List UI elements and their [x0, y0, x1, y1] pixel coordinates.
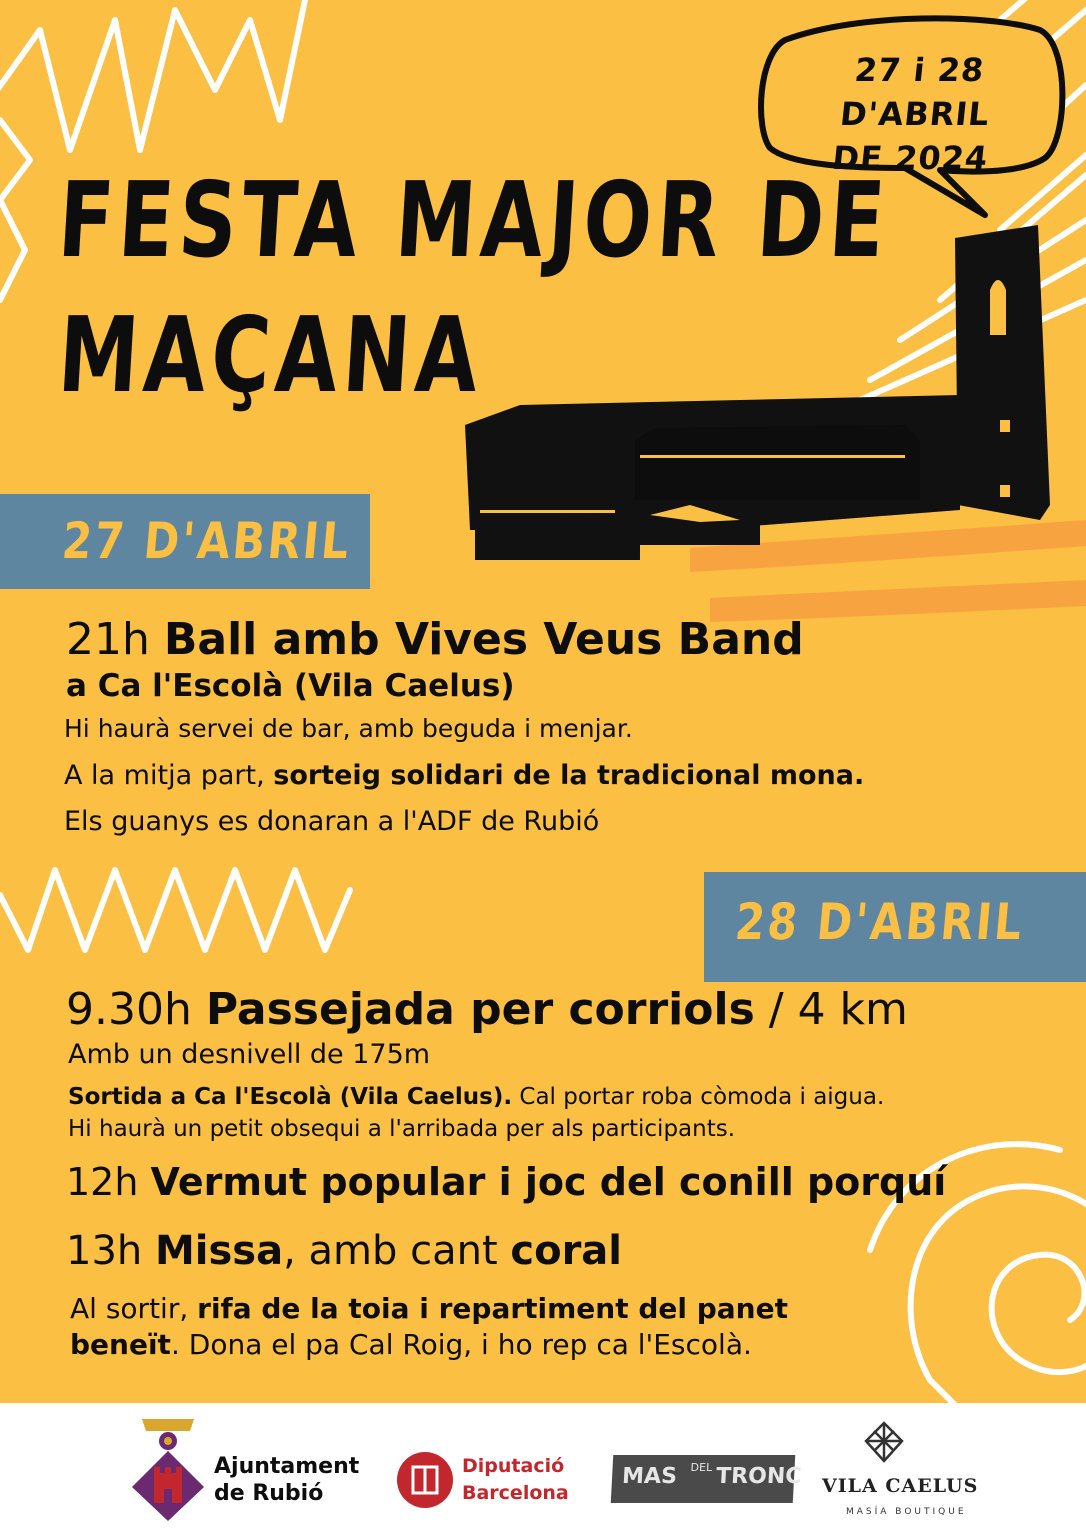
diputacio-line-1: Diputació [462, 1455, 565, 1477]
day1-activity: Ball amb Vives Veus Band [163, 614, 804, 665]
diputacio-line-2: Barcelona [462, 1482, 569, 1504]
day1-raffle-prefix: A la mitja part, [64, 760, 265, 791]
day2-walk-time: 9.30h [66, 984, 192, 1035]
vila-caelus-emblem-icon [862, 1419, 906, 1467]
event-dates-line-2: DE 2024 [830, 139, 991, 177]
day1-label: 27 D'ABRIL [59, 512, 354, 570]
day1-place: a Ca l'Escolà (Vila Caelus) [66, 668, 515, 704]
ajuntament-crest-icon [128, 1415, 208, 1521]
mas-del-tronc-logo [611, 1455, 803, 1503]
vila-caelus-name: VILA CAELUS [822, 1475, 979, 1497]
day2-after-prefix: Al sortir, [70, 1292, 189, 1325]
day2-mass-line [66, 1228, 622, 1274]
day2-vermut-name: Vermut popular i joc del conill porquí [150, 1160, 947, 1204]
day2-label: 28 D'ABRIL [732, 893, 1027, 951]
day2-mass-mid: , amb cant [283, 1228, 498, 1274]
event-title-line-2: MAÇANA [55, 294, 487, 416]
day2-walk-distance: / 4 km [768, 984, 908, 1035]
day2-walk-start [68, 1084, 884, 1110]
day2-vermut-line [66, 1160, 946, 1204]
ajuntament-line-2: de Rubió [214, 1481, 324, 1506]
day1-proceeds: Els guanys es donaran a l'ADF de Rubió [64, 806, 600, 837]
diputacio-logo-text [462, 1453, 569, 1507]
day1-time: 21h [66, 614, 150, 665]
day1-raffle [64, 760, 864, 791]
day2-walk-start-bold: Sortida a Ca l'Escolà (Vila Caelus). [68, 1084, 513, 1110]
mas-del-tronc-word-1: MAS [621, 1464, 678, 1489]
mas-del-tronc-word-2: DEL [690, 1461, 713, 1474]
day2-after-line-1 [70, 1292, 788, 1325]
day2-after-line-2 [70, 1328, 752, 1361]
day1-raffle-bold: sorteig solidari de la tradicional mona. [273, 760, 865, 791]
day2-walk-gift: Hi haurà un petit obsequi a l'arribada per als participants. [68, 1116, 736, 1142]
ajuntament-logo-text [214, 1453, 359, 1507]
day2-walk-line [66, 984, 908, 1035]
mas-del-tronc-word-3: TRONC [715, 1464, 803, 1489]
day2-mass-time: 13h [66, 1228, 143, 1274]
day2-after-rest: . Dona el pa Cal Roig, i ho rep ca l'Escolà. [170, 1328, 752, 1361]
zigzag-middle [0, 870, 350, 950]
diputacio-seal-icon [396, 1451, 454, 1509]
event-dates-line-1: 27 i 28 D'ABRIL [838, 51, 992, 133]
event-title-line-1: FESTA MAJOR DE [55, 159, 894, 281]
day2-mass-coral: coral [510, 1228, 622, 1274]
vila-caelus-tagline: MASÍA BOUTIQUE [846, 1507, 967, 1517]
day2-walk-name: Passejada per corriols [205, 984, 755, 1035]
sponsors-footer [0, 1403, 1086, 1536]
ajuntament-line-1: Ajuntament [214, 1454, 360, 1479]
day2-after-bold2: beneït [70, 1328, 171, 1361]
day1-note: Hi haurà servei de bar, amb beguda i menjar. [64, 714, 633, 743]
day2-after-bold: rifa de la toia i repartiment del panet [197, 1292, 788, 1325]
day2-walk-start-rest: Cal portar roba còmoda i aigua. [519, 1084, 885, 1110]
day2-walk-elevation: Amb un desnivell de 175m [68, 1039, 431, 1070]
day2-mass-bold: Missa [154, 1228, 284, 1274]
day1-activity-line [66, 614, 804, 665]
day2-vermut-time: 12h [66, 1160, 139, 1204]
